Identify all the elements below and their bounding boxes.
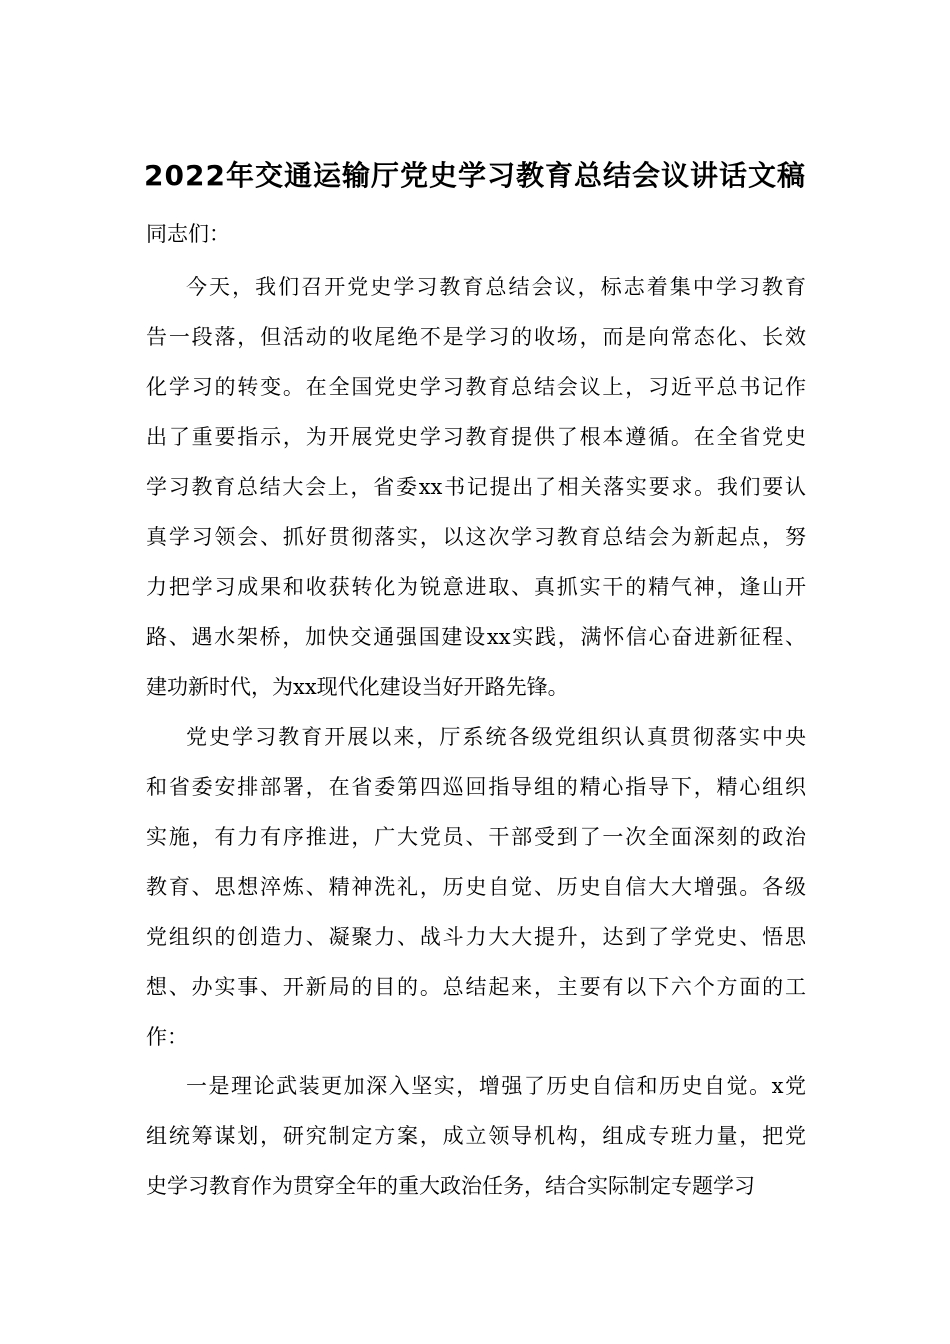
paragraph-line: 建功新时代，为xx现代化建设当好开路先锋。: [146, 675, 569, 699]
paragraph-2: [146, 722, 806, 1072]
paragraph-line: 化学习的转变。在全国党史学习教育总结会议上，习近平总书记作: [146, 375, 806, 399]
paragraph-line: 组统筹谋划，研究制定方案，成立领导机构，组成专班力量，把党: [146, 1124, 806, 1148]
paragraph-line: 力把学习成果和收获转化为锐意进取、真抓实干的精气神，逢山开: [146, 575, 806, 599]
paragraph-line: 想、办实事、开新局的目的。总结起来，主要有以下六个方面的工: [146, 975, 806, 999]
paragraph-line: 真学习领会、抓好贯彻落实，以这次学习教育总结会为新起点，努: [146, 525, 806, 549]
salutation: 同志们：: [146, 222, 230, 246]
paragraph-line: 今天，我们召开党史学习教育总结会议，标志着集中学习教育: [186, 275, 806, 299]
paragraph-line: 党史学习教育开展以来，厅系统各级党组织认真贯彻落实中央: [186, 725, 806, 749]
paragraph-line: 路、遇水架桥，加快交通强国建设xx实践，满怀信心奋进新征程、: [146, 625, 806, 649]
paragraph-line: 史学习教育作为贯穿全年的重大政治任务，结合实际制定专题学习: [146, 1174, 755, 1198]
paragraph-line: 告一段落，但活动的收尾绝不是学习的收场，而是向常态化、长效: [146, 325, 806, 349]
paragraph-3: [146, 1071, 806, 1221]
paragraph-line: 党组织的创造力、凝聚力、战斗力大大提升，达到了学党史、悟思: [146, 925, 806, 949]
paragraph-line: 学习教育总结大会上，省委xx书记提出了相关落实要求。我们要认: [146, 475, 806, 499]
paragraph-line: 教育、思想淬炼、精神洗礼，历史自觉、历史自信大大增强。各级: [146, 875, 806, 899]
paragraph-1: [146, 272, 806, 722]
paragraph-line: 实施，有力有序推进，广大党员、干部受到了一次全面深刻的政治: [146, 825, 806, 849]
paragraph-line: 一是理论武装更加深入坚实，增强了历史自信和历史自觉。x党: [186, 1074, 806, 1098]
paragraph-line: 出了重要指示，为开展党史学习教育提供了根本遵循。在全省党史: [146, 425, 806, 449]
paragraph-line: 和省委安排部署，在省委第四巡回指导组的精心指导下，精心组织: [146, 775, 806, 799]
document-title: 2022年交通运输厅党史学习教育总结会议讲话文稿: [144, 159, 806, 192]
paragraph-line: 作：: [146, 1025, 188, 1049]
